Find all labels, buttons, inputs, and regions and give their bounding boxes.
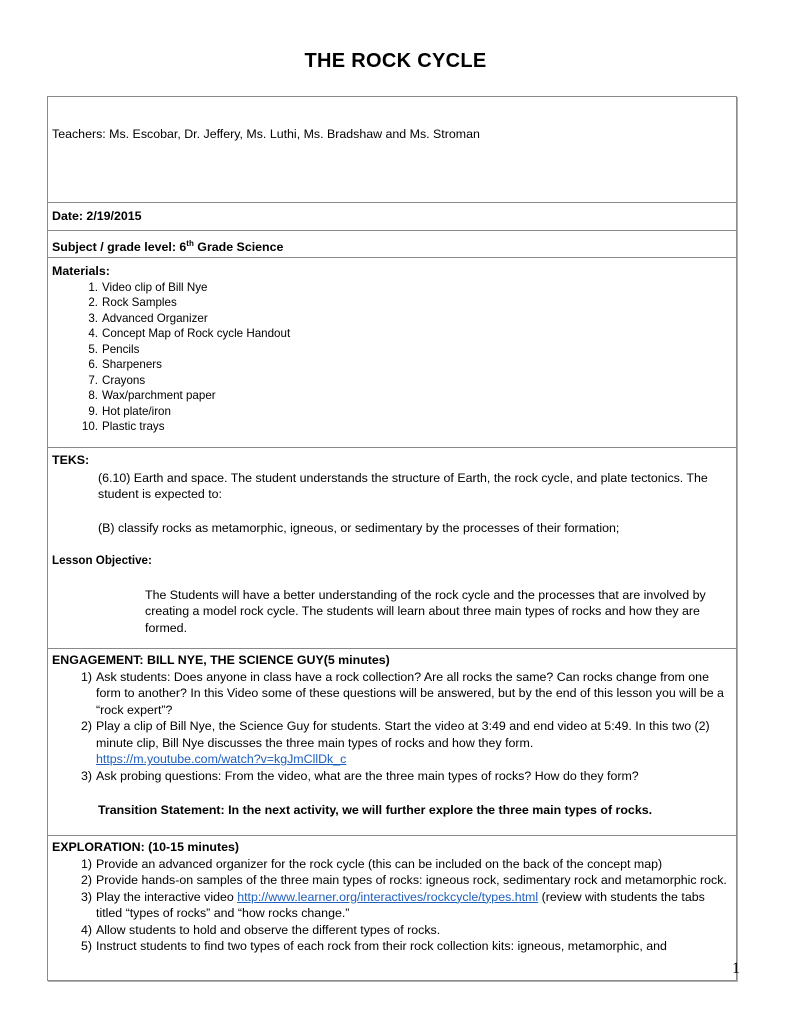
- list-item: 8. Wax/parchment paper: [88, 389, 216, 402]
- list-item: 9. Hot plate/iron: [88, 404, 171, 418]
- list-item: 10. Plastic trays: [81, 420, 165, 433]
- engagement-row: [48, 648, 736, 835]
- learner-link[interactable]: http://www.learner.org/interactives/rockcycle/types.html: [237, 889, 539, 904]
- transition-statement: Transition Statement: In the next activity, we will further explore the three main types of rocks.: [98, 803, 653, 817]
- page-title: THE ROCK CYCLE: [304, 50, 487, 72]
- exploration-list: [52, 856, 732, 955]
- lesson-objective-text: The Students will have a better understanding of the rock cycle and the processes that are involved by creating a model rock cycle. The students will learn about three main types of rocks and how they are formed.: [145, 587, 706, 635]
- materials-heading: Materials:: [52, 264, 110, 278]
- lesson-objective-heading: Lesson Objective:: [52, 554, 152, 567]
- list-item: 1) Provide an advanced organizer for the rock cycle (this can be included on the back of the concept map): [80, 856, 663, 871]
- list-item: 1. Video clip of Bill Nye: [88, 280, 208, 294]
- date-text: Date: 2/19/2015: [52, 209, 142, 223]
- list-item: 2) Provide hands-on samples of the three main types of rocks: igneous rock, sedimentary rock and metamorphic rock.: [80, 873, 727, 887]
- teachers-text: Teachers: Ms. Escobar, Dr. Jeffery, Ms. Luthi, Ms. Bradshaw and Ms. Stroman: [52, 127, 480, 141]
- list-item: 2. Rock Samples: [88, 296, 177, 309]
- teks-item-b: (B) classify rocks as metamorphic, igneous, or sedimentary by the processes of their formation;: [98, 520, 620, 535]
- subject-row: [48, 230, 736, 257]
- teks-heading: TEKS:: [52, 453, 90, 467]
- list-item: 3) Play the interactive video http://www.learner.org/interactives/rockcycle/types.html (review with students the tabs titled “types of rocks” and “how rocks change.”: [80, 889, 705, 920]
- list-item: 6. Sharpeners: [88, 358, 162, 371]
- subject-text: Subject / grade level: 6th Grade Science: [52, 239, 284, 255]
- list-item: 3. Advanced Organizer: [88, 311, 208, 325]
- teks-row: [48, 447, 736, 648]
- list-item: 1) Ask students: Does anyone in class have a rock collection? Are all rocks the same? Can rocks change from one form to another? In this Video some of these questions will be answered, but by the end of this lesson you will be a “rock expert”?: [80, 669, 724, 717]
- page-number: 1: [732, 960, 740, 977]
- materials-list: [52, 280, 732, 435]
- list-item: 2) Play a clip of Bill Nye, the Science Guy for students. Start the video at 3:49 and end video at 5:49. In this two (2) minute clip, Bill Nye discusses the three main types of rocks and how they form. https://m.youtube.com/watch?v=kgJmCllDk_c: [80, 719, 710, 766]
- engagement-list: [52, 669, 732, 785]
- list-item: 7. Crayons: [88, 373, 146, 387]
- list-item: 5. Pencils: [88, 342, 140, 356]
- materials-row: [48, 257, 736, 447]
- lesson-plan-table: [47, 96, 737, 981]
- teks-standard: (6.10) Earth and space. The student understands the structure of Earth, the rock cycle, and plate tectonics. The student is expected to:: [98, 470, 708, 501]
- youtube-link[interactable]: https://m.youtube.com/watch?v=kgJmCllDk_c: [96, 752, 347, 766]
- list-item: 3) Ask probing questions: From the video, what are the three main types of rocks? How do they form?: [80, 768, 639, 783]
- list-item: 4) Allow students to hold and observe the different types of rocks.: [80, 922, 441, 937]
- exploration-heading: EXPLORATION: (10-15 minutes): [52, 840, 240, 854]
- list-item: 5) Instruct students to find two types of each rock from their rock collection kits: igneous, metamorphic, and: [80, 939, 667, 953]
- teachers-row: [48, 126, 736, 202]
- engagement-heading: ENGAGEMENT: BILL NYE, THE SCIENCE GUY(5 minutes): [52, 653, 390, 667]
- exploration-row: [48, 835, 736, 980]
- date-row: [48, 202, 736, 230]
- list-item: 4. Concept Map of Rock cycle Handout: [88, 327, 291, 340]
